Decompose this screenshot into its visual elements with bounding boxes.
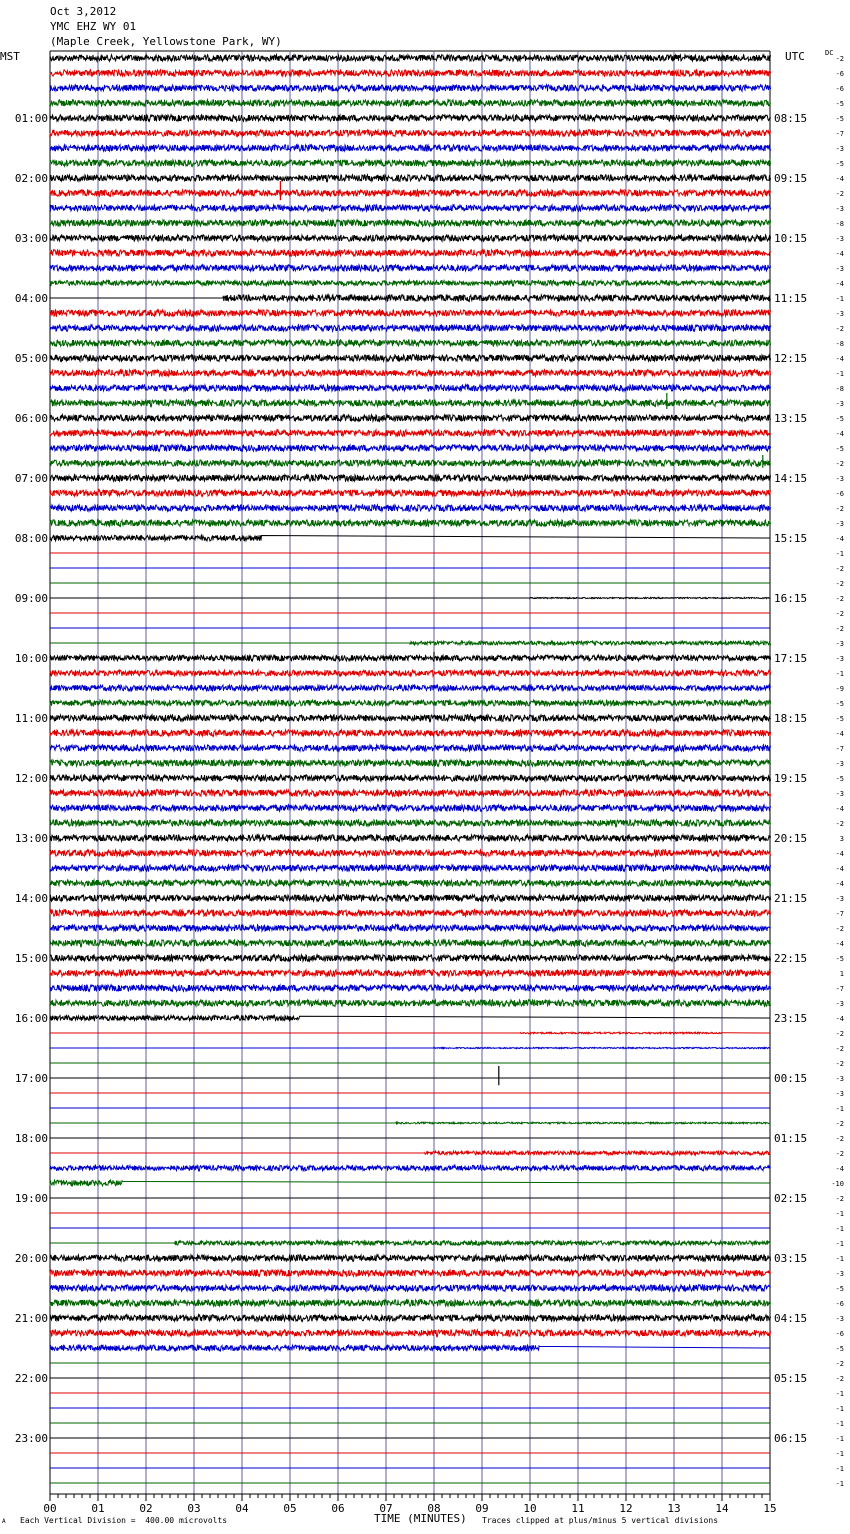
trace-line bbox=[50, 641, 771, 645]
left-hour-label: 01:00 bbox=[14, 112, 48, 125]
trace-offset-label: -3 bbox=[835, 265, 844, 273]
trace-offset-label: 3 bbox=[839, 835, 844, 843]
trace-line bbox=[50, 790, 771, 796]
trace-offset-label: -3 bbox=[835, 640, 844, 648]
trace-line bbox=[50, 895, 771, 901]
trace-line bbox=[50, 475, 771, 481]
trace-line bbox=[50, 310, 771, 316]
trace-offset-label: -1 bbox=[835, 1240, 844, 1248]
trace-line bbox=[50, 925, 771, 931]
trace-offset-label: -2 bbox=[835, 610, 844, 618]
left-hour-label: 15:00 bbox=[14, 952, 48, 965]
trace-offset-label: -3 bbox=[835, 655, 844, 663]
trace-offset-label: -9 bbox=[835, 685, 844, 693]
right-hour-label: 12:15 bbox=[774, 352, 808, 365]
trace-line bbox=[50, 910, 771, 916]
trace-line bbox=[50, 115, 771, 121]
right-hour-label: 10:15 bbox=[774, 232, 808, 245]
right-hour-label: 23:15 bbox=[774, 1012, 808, 1025]
x-tick-label: 02 bbox=[139, 1502, 153, 1515]
trace-line bbox=[50, 1000, 771, 1006]
right-hour-label: 21:15 bbox=[774, 892, 808, 905]
trace-offset-label: -3 bbox=[835, 790, 844, 798]
trace-offset-label: -4 bbox=[835, 1015, 844, 1023]
trace-line bbox=[50, 715, 771, 721]
trace-offset-label: -2 bbox=[835, 190, 844, 198]
trace-offset-label: -4 bbox=[835, 850, 844, 858]
trace-line bbox=[50, 1151, 770, 1155]
trace-line bbox=[50, 775, 771, 781]
x-axis-title: TIME (MINUTES) bbox=[374, 1512, 467, 1525]
trace-line bbox=[50, 760, 771, 766]
trace-line bbox=[50, 1047, 771, 1048]
trace-line bbox=[50, 55, 771, 61]
trace-line bbox=[50, 985, 771, 991]
trace-offset-label: -1 bbox=[835, 550, 844, 558]
x-tick-label: 01 bbox=[91, 1502, 105, 1515]
trace-line bbox=[50, 1122, 770, 1124]
left-hour-label: 16:00 bbox=[14, 1012, 48, 1025]
trace-line bbox=[50, 460, 771, 466]
trace-offset-label: -5 bbox=[835, 955, 844, 963]
trace-offset-label: -1 bbox=[835, 1465, 844, 1473]
trace-offset-label: -3 bbox=[835, 475, 844, 483]
trace-line bbox=[50, 70, 771, 76]
left-hour-label: 02:00 bbox=[14, 172, 48, 185]
trace-line bbox=[50, 100, 771, 106]
trace-offset-label: -7 bbox=[835, 985, 844, 993]
trace-offset-label: -5 bbox=[835, 160, 844, 168]
left-hour-label: 05:00 bbox=[14, 352, 48, 365]
trace-line bbox=[50, 160, 771, 166]
left-hour-label: 21:00 bbox=[14, 1312, 48, 1325]
trace-line bbox=[50, 325, 771, 331]
trace-line bbox=[50, 220, 771, 226]
trace-line bbox=[50, 235, 771, 241]
right-hour-label: 09:15 bbox=[774, 172, 808, 185]
trace-offset-label: -5 bbox=[835, 715, 844, 723]
trace-offset-label: -1 bbox=[835, 1450, 844, 1458]
trace-offset-label: -2 bbox=[835, 1120, 844, 1128]
right-hour-label: 16:15 bbox=[774, 592, 808, 605]
trace-offset-label: -3 bbox=[835, 1075, 844, 1083]
trace-offset-label: -5 bbox=[835, 445, 844, 453]
x-tick-label: 12 bbox=[619, 1502, 633, 1515]
right-hour-label: 04:15 bbox=[774, 1312, 808, 1325]
trace-offset-label: -1 bbox=[835, 1210, 844, 1218]
right-hour-label: 01:15 bbox=[774, 1132, 808, 1145]
trace-offset-label: -4 bbox=[835, 1165, 844, 1173]
x-tick-label: 07 bbox=[379, 1502, 393, 1515]
trace-line bbox=[50, 655, 771, 661]
trace-offset-label: -1 bbox=[835, 1435, 844, 1443]
trace-offset-label: -2 bbox=[835, 1195, 844, 1203]
trace-offset-label: -5 bbox=[835, 100, 844, 108]
trace-line bbox=[50, 970, 771, 976]
right-hour-label: 02:15 bbox=[774, 1192, 808, 1205]
dc-label: DC bbox=[825, 49, 834, 57]
trace-offset-label: -4 bbox=[835, 865, 844, 873]
trace-offset-label: -2 bbox=[835, 1150, 844, 1158]
trace-offset-label: -2 bbox=[835, 1045, 844, 1053]
left-hour-label: 23:00 bbox=[14, 1432, 48, 1445]
right-hour-label: 19:15 bbox=[774, 772, 808, 785]
x-tick-label: 09 bbox=[475, 1502, 489, 1515]
scale-note: Each Vertical Division = 400.00 microvolts bbox=[20, 1516, 228, 1525]
trace-line bbox=[50, 1315, 771, 1321]
trace-offset-label: -1 bbox=[835, 295, 844, 303]
trace-offset-label: -1 bbox=[835, 1405, 844, 1413]
x-tick-label: 15 bbox=[763, 1502, 777, 1515]
x-tick-label: 08 bbox=[427, 1502, 441, 1515]
trace-offset-label: -4 bbox=[835, 250, 844, 258]
trace-line bbox=[50, 370, 771, 376]
trace-line bbox=[50, 820, 771, 826]
trace-offset-label: -2 bbox=[835, 925, 844, 933]
trace-offset-label: -1 bbox=[835, 370, 844, 378]
trace-offset-label: -1 bbox=[835, 670, 844, 678]
right-hour-label: 20:15 bbox=[774, 832, 808, 845]
trace-line bbox=[50, 1330, 771, 1336]
header-date: Oct 3,2012 bbox=[50, 5, 117, 18]
trace-line bbox=[50, 700, 771, 706]
trace-line bbox=[50, 175, 771, 181]
trace-offset-label: -3 bbox=[835, 760, 844, 768]
x-tick-label: 10 bbox=[523, 1502, 537, 1515]
trace-line bbox=[50, 445, 771, 451]
trace-line bbox=[50, 850, 771, 856]
trace-offset-label: -5 bbox=[835, 1285, 844, 1293]
right-hour-label: 05:15 bbox=[774, 1372, 808, 1385]
trace-offset-label: -2 bbox=[835, 1135, 844, 1143]
trace-offset-label: -7 bbox=[835, 745, 844, 753]
trace-line bbox=[50, 1015, 770, 1020]
trace-offset-label: -5 bbox=[835, 115, 844, 123]
trace-offset-label: -6 bbox=[835, 85, 844, 93]
right-hour-label: 11:15 bbox=[774, 292, 808, 305]
trace-line bbox=[50, 535, 770, 541]
trace-line bbox=[50, 1345, 770, 1351]
header-location: (Maple Creek, Yellowstone Park, WY) bbox=[50, 35, 282, 48]
right-hour-label: 00:15 bbox=[774, 1072, 808, 1085]
trace-line bbox=[50, 670, 771, 676]
trace-line bbox=[50, 940, 771, 946]
trace-offset-label: -4 bbox=[835, 355, 844, 363]
trace-offset-label: -7 bbox=[835, 130, 844, 138]
trace-line bbox=[50, 1255, 771, 1261]
right-timezone-label: UTC bbox=[785, 50, 805, 63]
left-hour-label: 18:00 bbox=[14, 1132, 48, 1145]
trace-line bbox=[50, 250, 771, 256]
trace-offset-label: -2 bbox=[835, 565, 844, 573]
trace-offset-label: -4 bbox=[835, 880, 844, 888]
trace-offset-label: -1 bbox=[835, 1480, 844, 1488]
trace-line bbox=[50, 280, 771, 285]
trace-offset-label: -5 bbox=[835, 700, 844, 708]
trace-offset-label: -1 bbox=[835, 1105, 844, 1113]
left-hour-label: 14:00 bbox=[14, 892, 48, 905]
trace-line bbox=[50, 685, 771, 691]
x-tick-label: 04 bbox=[235, 1502, 249, 1515]
trace-line bbox=[50, 130, 771, 136]
left-timezone-label: MST bbox=[0, 50, 20, 63]
trace-offset-label: -4 bbox=[835, 430, 844, 438]
trace-offset-label: -8 bbox=[835, 220, 844, 228]
trace-offset-label: -4 bbox=[835, 175, 844, 183]
left-hour-label: 20:00 bbox=[14, 1252, 48, 1265]
x-tick-label: 11 bbox=[571, 1502, 585, 1515]
trace-offset-label: -3 bbox=[835, 205, 844, 213]
trace-offset-label: -8 bbox=[835, 385, 844, 393]
left-hour-label: 07:00 bbox=[14, 472, 48, 485]
left-hour-label: 09:00 bbox=[14, 592, 48, 605]
trace-offset-label: -2 bbox=[835, 325, 844, 333]
left-hour-label: 11:00 bbox=[14, 712, 48, 725]
trace-line bbox=[50, 805, 771, 811]
trace-line bbox=[50, 1165, 771, 1170]
trace-offset-label: -4 bbox=[835, 280, 844, 288]
trace-offset-label: -6 bbox=[835, 70, 844, 78]
x-tick-label: 05 bbox=[283, 1502, 297, 1515]
trace-offset-label: -2 bbox=[835, 460, 844, 468]
trace-offset-label: -2 bbox=[835, 820, 844, 828]
trace-offset-label: -1 bbox=[835, 1420, 844, 1428]
trace-offset-label: -2 bbox=[835, 55, 844, 63]
trace-offset-label: -3 bbox=[835, 145, 844, 153]
trace-line bbox=[50, 265, 771, 271]
trace-line bbox=[50, 865, 771, 871]
right-hour-label: 18:15 bbox=[774, 712, 808, 725]
x-tick-label: 14 bbox=[715, 1502, 729, 1515]
trace-line bbox=[50, 355, 771, 361]
trace-offset-label: -1 bbox=[835, 1225, 844, 1233]
trace-offset-label: -3 bbox=[835, 310, 844, 318]
trace-offset-label: -6 bbox=[835, 1300, 844, 1308]
trace-line bbox=[50, 145, 771, 151]
trace-offset-label: -1 bbox=[835, 1390, 844, 1398]
trace-offset-label: -3 bbox=[835, 400, 844, 408]
trace-offset-label: -6 bbox=[835, 490, 844, 498]
trace-offset-label: -8 bbox=[835, 340, 844, 348]
trace-line bbox=[50, 730, 771, 736]
trace-line bbox=[50, 1180, 770, 1186]
trace-line bbox=[50, 745, 771, 751]
trace-offset-label: -3 bbox=[835, 520, 844, 528]
trace-line bbox=[50, 1270, 771, 1276]
trace-offset-label: -4 bbox=[835, 940, 844, 948]
trace-line bbox=[50, 835, 771, 841]
right-hour-label: 06:15 bbox=[774, 1432, 808, 1445]
trace-offset-label: -2 bbox=[835, 625, 844, 633]
right-hour-label: 14:15 bbox=[774, 472, 808, 485]
trace-offset-label: -2 bbox=[835, 1375, 844, 1383]
trace-offset-label: -2 bbox=[835, 505, 844, 513]
trace-line bbox=[50, 400, 771, 406]
trace-offset-label: -5 bbox=[835, 1345, 844, 1353]
trace-line bbox=[50, 880, 771, 886]
trace-line bbox=[50, 295, 770, 301]
trace-line bbox=[50, 1032, 770, 1034]
trace-line bbox=[50, 430, 771, 436]
trace-offset-label: -10 bbox=[831, 1180, 844, 1188]
trace-line bbox=[50, 490, 771, 496]
trace-line bbox=[50, 1285, 771, 1291]
trace-offset-label: -6 bbox=[835, 1330, 844, 1338]
left-hour-label: 22:00 bbox=[14, 1372, 48, 1385]
x-tick-label: 00 bbox=[43, 1502, 57, 1515]
trace-line bbox=[50, 385, 771, 391]
trace-line bbox=[50, 340, 771, 346]
left-hour-label: 10:00 bbox=[14, 652, 48, 665]
right-hour-label: 15:15 bbox=[774, 532, 808, 545]
trace-line bbox=[50, 1241, 770, 1245]
trace-offset-label: -3 bbox=[835, 235, 844, 243]
left-hour-label: 13:00 bbox=[14, 832, 48, 845]
trace-line bbox=[50, 597, 771, 598]
trace-line bbox=[50, 520, 771, 526]
trace-line bbox=[50, 85, 771, 91]
right-hour-label: 03:15 bbox=[774, 1252, 808, 1265]
trace-offset-label: -7 bbox=[835, 910, 844, 918]
trace-offset-label: -3 bbox=[835, 1270, 844, 1278]
left-hour-label: 04:00 bbox=[14, 292, 48, 305]
trace-line bbox=[50, 205, 771, 211]
left-hour-label: 17:00 bbox=[14, 1072, 48, 1085]
left-hour-label: 06:00 bbox=[14, 412, 48, 425]
trace-offset-label: -2 bbox=[835, 1360, 844, 1368]
x-tick-label: 13 bbox=[667, 1502, 681, 1515]
clip-note: Traces clipped at plus/minus 5 vertical divisions bbox=[482, 1516, 719, 1525]
trace-line bbox=[50, 190, 771, 196]
trace-offset-label: -3 bbox=[835, 1000, 844, 1008]
x-tick-label: 03 bbox=[187, 1502, 201, 1515]
right-hour-label: 22:15 bbox=[774, 952, 808, 965]
left-hour-label: 12:00 bbox=[14, 772, 48, 785]
right-hour-label: 17:15 bbox=[774, 652, 808, 665]
trace-line bbox=[50, 415, 771, 421]
trace-offset-label: -4 bbox=[835, 535, 844, 543]
trace-line bbox=[50, 1300, 771, 1306]
left-hour-label: 03:00 bbox=[14, 232, 48, 245]
trace-offset-label: -5 bbox=[835, 775, 844, 783]
trace-offset-label: -2 bbox=[835, 1030, 844, 1038]
trace-offset-label: -2 bbox=[835, 580, 844, 588]
left-hour-label: 08:00 bbox=[14, 532, 48, 545]
x-tick-label: 06 bbox=[331, 1502, 345, 1515]
right-hour-label: 08:15 bbox=[774, 112, 808, 125]
trace-offset-label: -3 bbox=[835, 895, 844, 903]
left-hour-label: 19:00 bbox=[14, 1192, 48, 1205]
trace-offset-label: -5 bbox=[835, 415, 844, 423]
trace-offset-label: -3 bbox=[835, 1315, 844, 1323]
trace-line bbox=[50, 955, 771, 961]
trace-offset-label: -3 bbox=[835, 1090, 844, 1098]
corner-mark: A bbox=[2, 1518, 6, 1525]
trace-offset-label: -4 bbox=[835, 805, 844, 813]
trace-offset-label: -2 bbox=[835, 595, 844, 603]
trace-offset-label: -1 bbox=[835, 1255, 844, 1263]
right-hour-label: 13:15 bbox=[774, 412, 808, 425]
trace-line bbox=[50, 505, 771, 511]
trace-offset-label: 1 bbox=[839, 970, 844, 978]
trace-offset-label: -4 bbox=[835, 730, 844, 738]
header-station: YMC EHZ WY 01 bbox=[50, 20, 137, 33]
trace-offset-label: -2 bbox=[835, 1060, 844, 1068]
